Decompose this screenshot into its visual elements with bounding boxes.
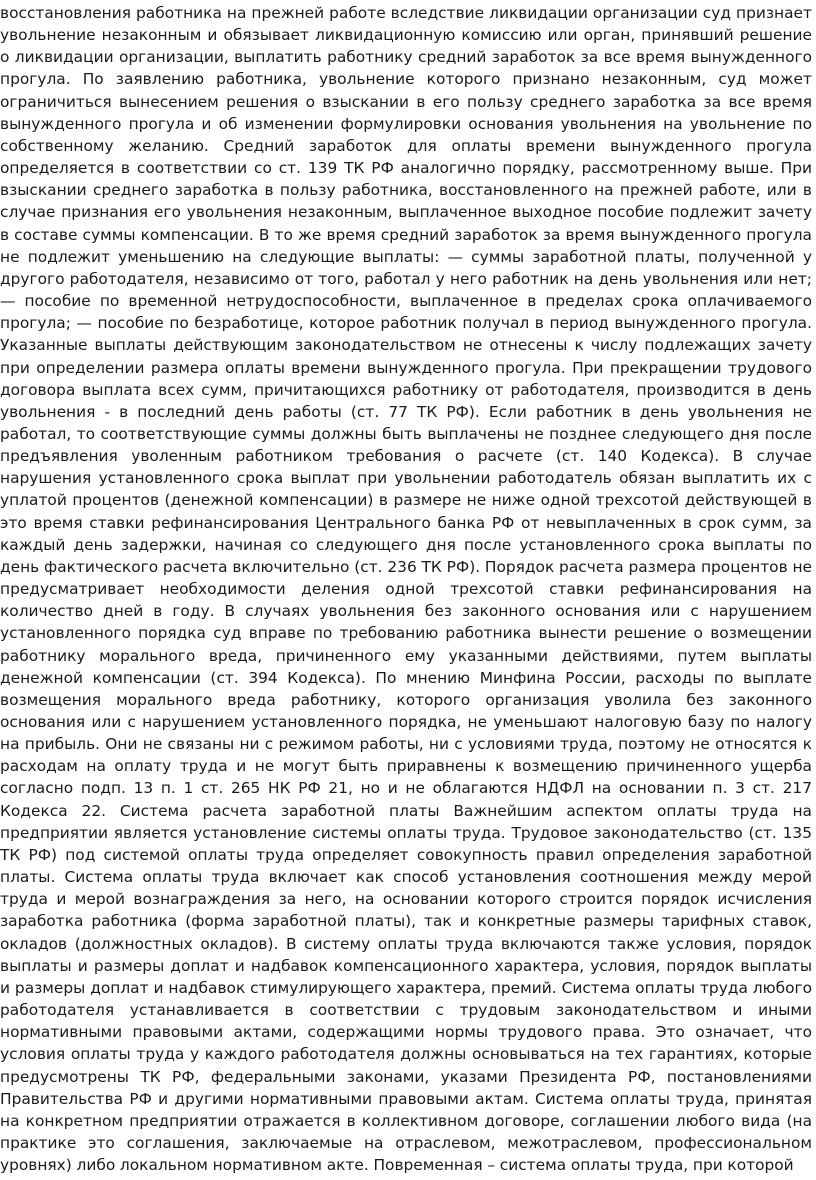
body-paragraph: восстановления работника на прежней работе вследствие ликвидации организации суд признает увольнение незаконным и обязывает ликвидационную комиссию или орган, принявший решение о ликвидации организации, выплатить работнику средний заработок за все время вынужденного прогула. По заявлению работника, увольнение которого признано незаконным, суд может ограничиться вынесением решения о взыскании в его пользу среднего заработка за все время вынужденного прогула и об изменении формулировки основания увольнения на увольнение по собственному желанию. Средний заработок для оплаты времени вынужденного прогула определяется в соответствии со ст. 139 ТК РФ аналогично порядку, рассмотренному выше. При взыскании среднего заработка в пользу работника, восстановленного на прежней работе, или в случае признания его увольнения незаконным, выплаченное выходное пособие подлежит зачету в составе суммы компенсации. В то же время средний заработок за время вынужденного прогула не подлежит уменьшению на следующие выплаты: — суммы заработной платы, полученной у другого работодателя, независимо от того, работал у него работник на день увольнения или нет; — пособие по временной нетрудоспособности, выплаченное в пределах срока оплачиваемого прогула; — пособие по безработице, которое работник получал в период вынужденного прогула. Указанные выплаты действующим законодательством не отнесены к числу подлежащих зачету при определении размера оплаты времени вынужденного прогула. При прекращении трудового договора выплата всех сумм, причитающихся работнику от работодателя, производится в день увольнения - в последний день работы (ст. 77 ТК РФ). Если работник в день увольнения не работал, то соответствующие суммы должны быть выплачены не позднее следующего дня после предъявления уволенным работником требования о расчете (ст. 140 Кодекса). В случае нарушения установленного срока выплат при увольнении работодатель обязан выплатить их с уплатой процентов (денежной компенсации) в размере не ниже одной трехсотой действующей в это время ставки рефинансирования Центрального банка РФ от невыплаченных в срок сумм, за каждый день задержки, начиная со следующего дня после установленного срока выплаты по день фактического расчета включительно (ст. 236 ТК РФ). Порядок расчета размера процентов не предусматривает необходимости деления одной трехсотой ставки рефинансирования на количество дней в году. В случаях увольнения без законного основания или с нарушением установленного порядка суд вправе по требованию работника вынести решение о возмещении работнику морального вреда, причиненного ему указанными действиями, путем выплаты денежной компенсации (ст. 394 Кодекса). По мнению Минфина России, расходы по выплате возмещения морального вреда работнику, которого организация уволила без законного основания или с нарушением установленного порядка, не уменьшают налоговую базу по налогу на прибыль. Они не связаны ни с режимом работы, ни с условиями труда, поэтому не относятся к расходам на оплату труда и не могут быть приравнены к возмещению причиненного ущерба согласно подп. 13 п. 1 ст. 265 НК РФ 21, но и не облагаются НДФЛ на основании п. 3 ст. 217 Кодекса 22. Система расчета заработной платы Важнейшим аспектом оплаты труда на предприятии является установление системы оплаты труда. Трудовое законодательство (ст. 135 ТК РФ) под системой оплаты труда определяет совокупность правил определения заработной платы. Система оплаты труда включает как способ установления соотношения между мерой труда и мерой вознаграждения за него, на основании которого строится порядок исчисления заработка работника (форма заработной платы), так и конкретные размеры тарифных ставок, окладов (должностных окладов). В систему оплаты труда включаются также условия, порядок выплаты и размеры доплат и надбавок компенсационного характера, условия, порядок выплаты и размеры доплат и надбавок стимулирующего характера, премий. Система оплаты труда любого работодателя устанавливается в соответствии с трудовым законодательством и иными нормативными правовыми актами, содержащими нормы трудового права. Это означает, что условия оплаты труда у каждого работодателя должны основываться на тех гарантиях, которые предусмотрены ТК РФ, федеральными законами, указами Президента РФ, постановлениями Правительства РФ и другими нормативными правовыми актам. Система оплаты труда, принятая на конкретном предприятии отражается в коллективном договоре, соглашении любого вида (на практике это соглашения, заключаемые на отраслевом, межотраслевом, профессиональном уровнях) либо локальном нормативном акте. Повременная – система оплаты труда, при которой bbox=[0, 4, 812, 1175]
